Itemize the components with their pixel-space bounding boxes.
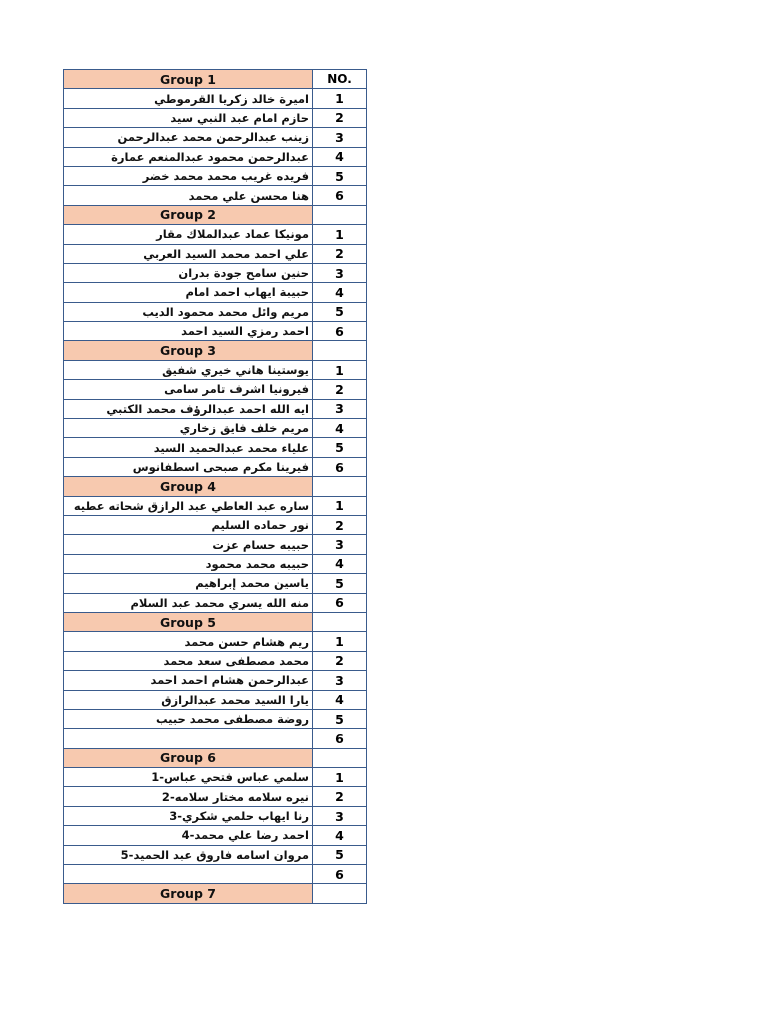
group-title-row [64,341,367,360]
member-number-cell[interactable]: 6 [313,457,367,476]
member-number-cell[interactable]: 1 [313,632,367,651]
group-title-row [64,748,367,767]
member-name-cell[interactable]: نيره سلامه مختار سلامه-2 [64,787,313,806]
member-name-cell[interactable]: سلمي عباس فتحي عباس-1 [64,768,313,787]
member-name-cell[interactable]: رنا ايهاب حلمي شكري-3 [64,806,313,825]
member-number-cell[interactable]: 5 [313,709,367,728]
member-row [64,89,367,108]
member-name-cell[interactable]: احمد رضا علي محمد-4 [64,826,313,845]
group-title-number-cell[interactable] [313,748,367,767]
member-row [64,322,367,341]
member-number-cell[interactable]: 1 [313,360,367,379]
member-row [64,593,367,612]
member-row [64,263,367,282]
member-name-cell[interactable]: حنين سامح جودة بدران [64,263,313,282]
member-number-cell[interactable]: 2 [313,244,367,263]
group-title-cell[interactable]: Group 7 [64,884,313,903]
member-row [64,108,367,127]
group-roster-body [64,70,367,904]
member-number-cell[interactable]: 1 [313,225,367,244]
member-number-cell[interactable]: 4 [313,147,367,166]
group-roster-table [63,69,367,904]
member-name-cell[interactable]: حبيبه محمد محمود [64,554,313,573]
member-name-cell[interactable]: فيرونيا اشرف تامر سامى [64,380,313,399]
member-row [64,166,367,185]
member-number-cell[interactable]: 6 [313,593,367,612]
member-row [64,787,367,806]
member-name-cell[interactable]: يوستينا هاني خيري شفيق [64,360,313,379]
member-name-cell[interactable]: مريم وائل محمد محمود الديب [64,302,313,321]
member-number-cell[interactable]: 4 [313,419,367,438]
member-row [64,399,367,418]
group-title-row [64,884,367,903]
member-name-cell[interactable]: عبدالرحمن محمود عبدالمنعم عمارة [64,147,313,166]
member-name-cell[interactable]: مونيكا عماد عبدالملاك مقار [64,225,313,244]
group-title-row [64,477,367,496]
member-name-cell[interactable] [64,729,313,748]
member-name-cell[interactable]: محمد مصطفى سعد محمد [64,651,313,670]
member-name-cell[interactable]: عبدالرحمن هشام احمد احمد [64,671,313,690]
member-name-cell[interactable]: فيرينا مكرم صبحى اسطفانوس [64,457,313,476]
member-number-cell[interactable]: 4 [313,826,367,845]
member-name-cell[interactable]: علياء محمد عبدالحميد السيد [64,438,313,457]
member-number-cell[interactable]: 3 [313,671,367,690]
member-row [64,147,367,166]
member-name-cell[interactable] [64,865,313,884]
member-row [64,515,367,534]
member-row [64,457,367,476]
group-title-row [64,612,367,631]
member-number-cell[interactable]: 3 [313,399,367,418]
member-row [64,186,367,205]
member-name-cell[interactable]: مريم خلف فايق زخاري [64,419,313,438]
member-number-cell[interactable]: 6 [313,865,367,884]
member-number-cell[interactable]: 6 [313,322,367,341]
member-number-cell[interactable]: 5 [313,166,367,185]
member-name-cell[interactable]: علي احمد محمد السيد العربي [64,244,313,263]
member-name-cell[interactable]: منه الله يسري محمد عبد السلام [64,593,313,612]
member-row [64,651,367,670]
member-name-cell[interactable]: ايه الله احمد عبدالرؤف محمد الكتبي [64,399,313,418]
member-row [64,632,367,651]
member-number-cell[interactable]: 6 [313,186,367,205]
group-title-number-cell[interactable] [313,205,367,224]
member-number-cell[interactable]: 3 [313,806,367,825]
member-number-cell[interactable]: 4 [313,554,367,573]
member-number-cell[interactable]: 2 [313,108,367,127]
member-number-cell[interactable]: 2 [313,515,367,534]
header-row [64,70,367,89]
member-row [64,690,367,709]
member-row [64,806,367,825]
member-name-cell[interactable]: اميرة خالد زكريا القرموطي [64,89,313,108]
member-row [64,419,367,438]
member-number-cell[interactable]: 2 [313,787,367,806]
member-name-cell[interactable]: زينب عبدالرحمن محمد عبدالرحمن [64,128,313,147]
member-row [64,128,367,147]
group-title-number-cell[interactable] [313,884,367,903]
group-title-cell[interactable]: Group 5 [64,612,313,631]
member-name-cell[interactable]: ريم هشام حسن محمد [64,632,313,651]
group-header-cell[interactable]: Group 1 [64,70,313,89]
member-name-cell[interactable]: احمد رمزي السيد احمد [64,322,313,341]
member-row [64,380,367,399]
member-name-cell[interactable]: مروان اسامه فاروق عبد الحميد-5 [64,845,313,864]
member-number-cell[interactable]: 4 [313,283,367,302]
member-number-cell[interactable]: 5 [313,438,367,457]
member-row [64,574,367,593]
member-row [64,496,367,515]
member-number-cell[interactable]: 2 [313,380,367,399]
member-name-cell[interactable]: حبيبه حسام عزت [64,535,313,554]
group-title-number-cell[interactable] [313,477,367,496]
group-title-cell[interactable]: Group 4 [64,477,313,496]
group-title-cell[interactable]: Group 6 [64,748,313,767]
member-row [64,845,367,864]
member-row [64,360,367,379]
member-number-cell[interactable]: 1 [313,496,367,515]
member-name-cell[interactable]: نور حماده السليم [64,515,313,534]
member-row [64,768,367,787]
member-row [64,535,367,554]
member-number-cell[interactable]: 5 [313,302,367,321]
member-name-cell[interactable]: يارا السيد محمد عبدالرازق [64,690,313,709]
member-number-cell[interactable]: 3 [313,535,367,554]
number-header-cell[interactable]: NO. [313,70,367,89]
member-row [64,438,367,457]
member-row [64,826,367,845]
member-number-cell[interactable]: 3 [313,263,367,282]
group-title-cell[interactable]: Group 3 [64,341,313,360]
member-name-cell[interactable]: ساره عبد العاطي عبد الرازق شحاته عطيه [64,496,313,515]
member-row [64,671,367,690]
member-name-cell[interactable]: حبيبة ايهاب احمد امام [64,283,313,302]
member-number-cell[interactable]: 3 [313,128,367,147]
member-row [64,225,367,244]
member-row [64,709,367,728]
member-row [64,283,367,302]
member-name-cell[interactable]: فريده غريب محمد محمد خضر [64,166,313,185]
member-row [64,244,367,263]
group-title-cell[interactable]: Group 2 [64,205,313,224]
member-name-cell[interactable]: روضة مصطفى محمد حبيب [64,709,313,728]
member-number-cell[interactable]: 5 [313,845,367,864]
member-name-cell[interactable]: ياسين محمد إبراهيم [64,574,313,593]
member-number-cell[interactable]: 1 [313,768,367,787]
member-row [64,302,367,321]
group-title-number-cell[interactable] [313,612,367,631]
member-row [64,865,367,884]
group-title-number-cell[interactable] [313,341,367,360]
member-number-cell[interactable]: 5 [313,574,367,593]
member-number-cell[interactable]: 2 [313,651,367,670]
member-name-cell[interactable]: هنا محسن علي محمد [64,186,313,205]
member-row [64,729,367,748]
group-title-row [64,205,367,224]
member-number-cell[interactable]: 1 [313,89,367,108]
member-number-cell[interactable]: 6 [313,729,367,748]
member-number-cell[interactable]: 4 [313,690,367,709]
member-name-cell[interactable]: حازم امام عبد النبي سيد [64,108,313,127]
member-row [64,554,367,573]
